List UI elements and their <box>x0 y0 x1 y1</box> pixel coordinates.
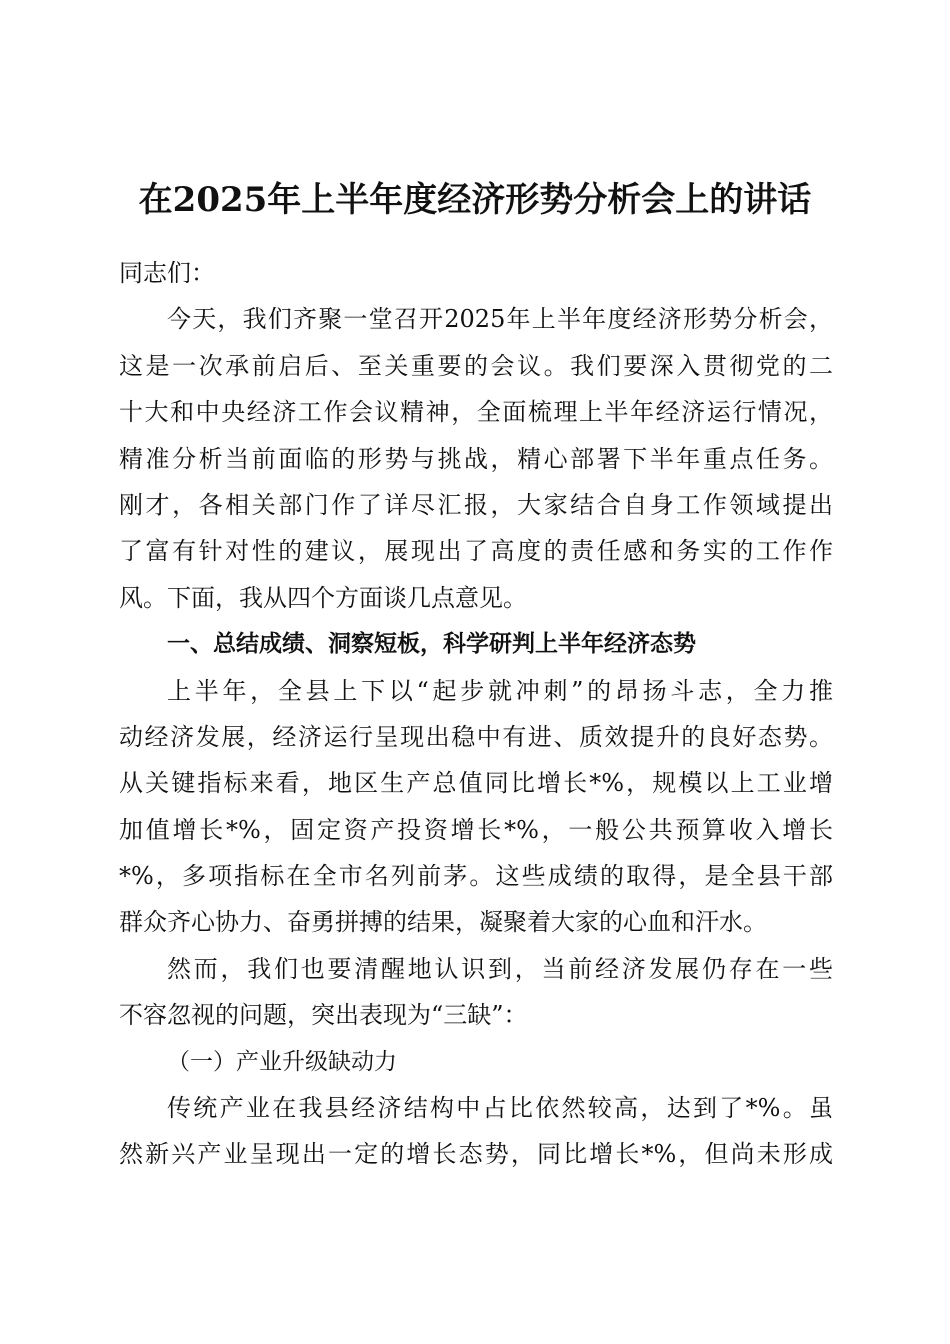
paragraph-line: 上半年，全县上下以“起步就冲刺”的昂扬斗志，全力推 <box>167 676 833 705</box>
paragraph-line: 风。下面，我从四个方面谈几点意见。 <box>119 583 527 612</box>
paragraph-line: 刚才，各相关部门作了详尽汇报，大家结合自身工作领域提出 <box>119 490 833 519</box>
paragraph-line: 这是一次承前启后、至关重要的会议。我们要深入贯彻党的二 <box>119 351 833 380</box>
paragraph-line: 动经济发展，经济运行呈现出稳中有进、质效提升的良好态势。 <box>119 722 833 751</box>
salutation: 同志们： <box>119 259 215 287</box>
paragraph-line: 了富有针对性的建议，展现出了高度的责任感和务实的工作作 <box>119 537 833 566</box>
paragraph-line: 今天，我们齐聚一堂召开2025年上半年度经济形势分析会， <box>167 305 833 334</box>
paragraph-line: 加值增长*%，固定资产投资增长*%，一般公共预算收入增长 <box>119 815 833 844</box>
paragraph-line: 然而，我们也要清醒地认识到，当前经济发展仍存在一些 <box>167 954 833 983</box>
document-body <box>119 250 833 1178</box>
paragraph-line: 十大和中央经济工作会议精神，全面梳理上半年经济运行情况， <box>119 398 833 427</box>
paragraph-line: 群众齐心协力、奋勇拼搏的结果，凝聚着大家的心血和汗水。 <box>119 908 767 937</box>
document-title: 在2025年上半年度经济形势分析会上的讲话 <box>138 180 812 220</box>
paragraph-line: *%，多项指标在全市名列前茅。这些成绩的取得，是全县干部 <box>119 862 833 891</box>
paragraph-line: 从关键指标来看，地区生产总值同比增长*%，规模以上工业增 <box>119 769 833 798</box>
paragraph-line: 然新兴产业呈现出一定的增长态势，同比增长*%，但尚未形成 <box>119 1140 833 1169</box>
section-heading: 一、总结成绩、洞察短板，科学研判上半年经济态势 <box>167 631 696 658</box>
paragraph-line: 精准分析当前面临的形势与挑战，精心部署下半年重点任务。 <box>119 444 833 473</box>
subsection-heading: （一）产业升级缺动力 <box>167 1048 397 1075</box>
paragraph-line: 不容忽视的问题，突出表现为“三缺”： <box>119 1001 528 1030</box>
paragraph-line: 传统产业在我县经济结构中占比依然较高，达到了*%。虽 <box>167 1094 833 1123</box>
